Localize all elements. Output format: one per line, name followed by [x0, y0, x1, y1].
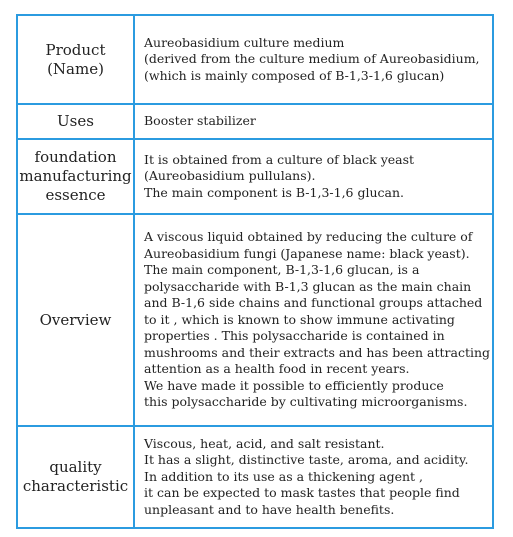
label-line: manufacturing	[19, 167, 132, 185]
label-line: Product	[45, 40, 106, 59]
value-line: Aureobasidium fungi (Japanese name: black yeast).	[144, 245, 470, 261]
label-line: (Name)	[47, 59, 104, 78]
value-line: Viscous, heat, acid, and salt resistant.	[144, 435, 385, 451]
value-line: (which is mainly composed of B-1,3-1,6 glucan)	[144, 67, 445, 83]
label-line: foundation	[34, 148, 117, 166]
value-line: mushrooms and their extracts and has been attracting	[144, 344, 491, 360]
value-line: it can be expected to mask tastes that people find	[144, 485, 460, 501]
value-line: The main component is B-1,3-1,6 glucan.	[144, 184, 404, 200]
table-row-product-name	[17, 15, 493, 104]
row-label	[17, 139, 134, 214]
row-label	[17, 15, 134, 104]
label-line: essence	[45, 186, 106, 204]
value-line: to it , which is known to show immune activating	[144, 311, 455, 327]
label-line: Uses	[57, 112, 94, 130]
value-line: In addition to its use as a thickening agent ,	[144, 468, 424, 484]
value-line: and B-1,6 side chains and functional groups attached	[144, 295, 483, 311]
label-line: characteristic	[22, 477, 129, 495]
row-label	[17, 426, 134, 528]
value-line: (Aureobasidium pullulans).	[144, 168, 316, 184]
table-row-overview	[17, 214, 493, 426]
value-line: It is obtained from a culture of black yeast	[144, 151, 415, 167]
row-value	[134, 426, 493, 528]
table-row-foundation	[17, 139, 493, 214]
row-value	[134, 15, 493, 104]
value-line: Aureobasidium culture medium	[144, 34, 345, 50]
value-line: attention as a health food in recent years.	[144, 361, 410, 377]
value-line: We have made it possible to efficiently produce	[144, 377, 444, 393]
value-line: this polysaccharide by cultivating microorganisms.	[144, 394, 468, 410]
row-label	[17, 104, 134, 139]
value-line: Booster stabilizer	[144, 113, 256, 129]
row-value	[134, 139, 493, 214]
value-line: A viscous liquid obtained by reducing the culture of	[144, 229, 473, 245]
row-value	[134, 104, 493, 139]
value-line: It has a slight, distinctive taste, aroma, and acidity.	[144, 452, 469, 468]
row-label	[17, 214, 134, 426]
product-spec-table	[16, 14, 494, 529]
table-row-uses	[17, 104, 493, 139]
label-line: Overview	[39, 310, 112, 329]
row-value	[134, 214, 493, 426]
label-line: quality	[49, 458, 102, 476]
value-line: unpleasant and to have health benefits.	[144, 501, 395, 517]
value-line: properties . This polysaccharide is contained in	[144, 328, 445, 344]
value-line: polysaccharide with B-1,3 glucan as the main chain	[144, 278, 472, 294]
value-line: (derived from the culture medium of Aureobasidium,	[144, 51, 480, 67]
table-row-quality	[17, 426, 493, 528]
value-line: The main component, B-1,3-1,6 glucan, is a	[144, 262, 420, 278]
